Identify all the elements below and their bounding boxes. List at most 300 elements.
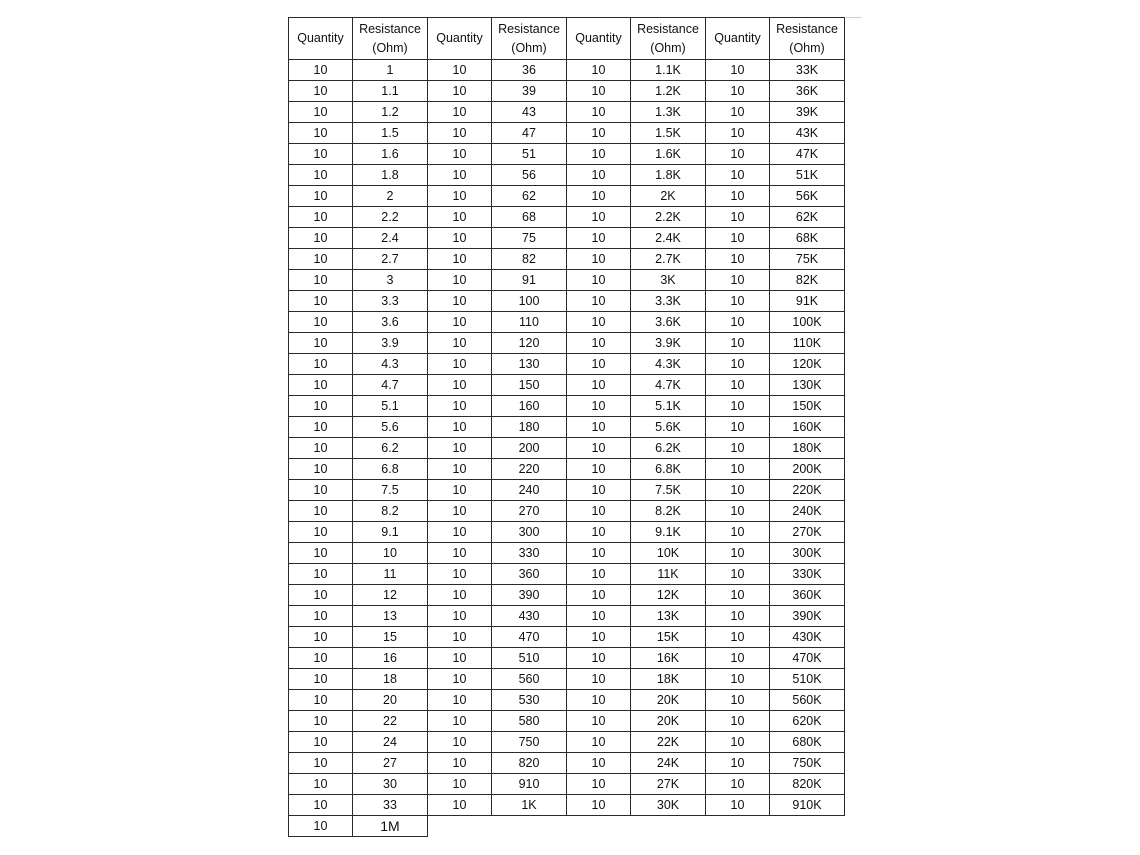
resistance-cell: 910K — [770, 795, 845, 816]
table-row — [289, 81, 845, 102]
resistance-cell: 56 — [492, 165, 567, 186]
resistance-cell: 30K — [631, 795, 706, 816]
resistance-cell: 75 — [492, 228, 567, 249]
resistance-cell: 5.6 — [353, 417, 428, 438]
resistance-cell: 1.2K — [631, 81, 706, 102]
resistance-cell: 1.1K — [631, 60, 706, 81]
quantity-cell: 10 — [567, 228, 631, 249]
resistance-cell: 1.5K — [631, 123, 706, 144]
resistance-cell: 3 — [353, 270, 428, 291]
quantity-cell: 10 — [706, 123, 770, 144]
resistance-cell: 68K — [770, 228, 845, 249]
resistance-cell: 22K — [631, 732, 706, 753]
resistance-header-unit: (Ohm) — [650, 40, 686, 55]
resistance-cell: 100 — [492, 291, 567, 312]
quantity-cell: 10 — [289, 207, 353, 228]
empty-cell — [567, 816, 631, 837]
quantity-cell: 10 — [428, 207, 492, 228]
resistance-header-label: Resistance — [637, 21, 699, 36]
quantity-cell: 10 — [289, 375, 353, 396]
resistance-cell: 4.7K — [631, 375, 706, 396]
resistance-cell: 24K — [631, 753, 706, 774]
resistance-cell: 820 — [492, 753, 567, 774]
quantity-cell: 10 — [428, 543, 492, 564]
resistance-cell: 27K — [631, 774, 706, 795]
table-row — [289, 333, 845, 354]
resistance-cell: 150 — [492, 375, 567, 396]
resistance-cell: 24 — [353, 732, 428, 753]
resistance-cell: 330 — [492, 543, 567, 564]
table-row — [289, 564, 845, 585]
table-row — [289, 816, 845, 837]
quantity-cell: 10 — [428, 522, 492, 543]
quantity-cell: 10 — [289, 669, 353, 690]
quantity-cell: 10 — [428, 165, 492, 186]
resistance-cell: 20 — [353, 690, 428, 711]
quantity-cell: 10 — [428, 123, 492, 144]
resistance-cell: 2.4 — [353, 228, 428, 249]
quantity-cell: 10 — [567, 186, 631, 207]
resistance-cell: 2.7K — [631, 249, 706, 270]
table-row — [289, 165, 845, 186]
quantity-cell: 10 — [567, 144, 631, 165]
resistance-cell: 11 — [353, 564, 428, 585]
table-row — [289, 690, 845, 711]
resistance-cell: 620K — [770, 711, 845, 732]
table-row — [289, 774, 845, 795]
resistance-cell: 160 — [492, 396, 567, 417]
resistance-cell: 6.2K — [631, 438, 706, 459]
quantity-cell: 10 — [428, 354, 492, 375]
table-row — [289, 648, 845, 669]
empty-cell — [770, 816, 845, 837]
quantity-cell: 10 — [289, 312, 353, 333]
table-row — [289, 480, 845, 501]
resistance-cell: 470 — [492, 627, 567, 648]
table-row — [289, 606, 845, 627]
quantity-cell: 10 — [289, 354, 353, 375]
quantity-cell: 10 — [428, 228, 492, 249]
resistance-cell: 220 — [492, 459, 567, 480]
resistance-cell: 510K — [770, 669, 845, 690]
quantity-cell: 10 — [289, 564, 353, 585]
resistance-cell: 51 — [492, 144, 567, 165]
quantity-cell: 10 — [289, 165, 353, 186]
table-row — [289, 711, 845, 732]
resistance-cell: 39 — [492, 81, 567, 102]
quantity-cell: 10 — [428, 270, 492, 291]
quantity-cell: 10 — [706, 333, 770, 354]
resistance-cell: 1.5 — [353, 123, 428, 144]
quantity-cell: 10 — [567, 102, 631, 123]
quantity-cell: 10 — [289, 228, 353, 249]
quantity-cell: 10 — [706, 312, 770, 333]
quantity-cell: 10 — [706, 417, 770, 438]
resistance-cell: 5.1K — [631, 396, 706, 417]
quantity-cell: 10 — [567, 354, 631, 375]
quantity-cell: 10 — [428, 564, 492, 585]
quantity-cell: 10 — [567, 165, 631, 186]
empty-cell — [631, 816, 706, 837]
quantity-cell: 10 — [428, 333, 492, 354]
resistance-cell: 2.4K — [631, 228, 706, 249]
resistance-cell: 75K — [770, 249, 845, 270]
quantity-cell: 10 — [428, 396, 492, 417]
table-row — [289, 354, 845, 375]
quantity-cell: 10 — [567, 795, 631, 816]
resistance-cell: 1M — [353, 816, 428, 837]
table-row — [289, 417, 845, 438]
resistance-header — [492, 18, 567, 60]
resistance-cell: 36 — [492, 60, 567, 81]
resistance-cell: 750 — [492, 732, 567, 753]
quantity-cell: 10 — [289, 585, 353, 606]
resistance-cell: 3.9K — [631, 333, 706, 354]
resistance-cell: 120 — [492, 333, 567, 354]
resistance-cell: 8.2 — [353, 501, 428, 522]
resistance-cell: 91K — [770, 291, 845, 312]
resistance-cell: 580 — [492, 711, 567, 732]
resistance-cell: 68 — [492, 207, 567, 228]
quantity-cell: 10 — [706, 543, 770, 564]
table-row — [289, 627, 845, 648]
resistance-cell: 2.7 — [353, 249, 428, 270]
quantity-cell: 10 — [289, 123, 353, 144]
table-row — [289, 585, 845, 606]
quantity-cell: 10 — [567, 627, 631, 648]
quantity-cell: 10 — [706, 690, 770, 711]
quantity-cell: 10 — [706, 795, 770, 816]
resistance-cell: 2.2 — [353, 207, 428, 228]
resistance-cell: 1.1 — [353, 81, 428, 102]
resistance-cell: 270K — [770, 522, 845, 543]
resistance-cell: 240K — [770, 501, 845, 522]
resistance-cell: 33K — [770, 60, 845, 81]
quantity-cell: 10 — [706, 60, 770, 81]
quantity-cell: 10 — [706, 354, 770, 375]
resistance-cell: 680K — [770, 732, 845, 753]
table-row — [289, 249, 845, 270]
table-row — [289, 60, 845, 81]
quantity-cell: 10 — [567, 774, 631, 795]
resistance-cell: 12K — [631, 585, 706, 606]
quantity-cell: 10 — [567, 732, 631, 753]
quantity-cell: 10 — [567, 123, 631, 144]
resistance-header-label: Resistance — [498, 21, 560, 36]
quantity-cell: 10 — [567, 522, 631, 543]
resistance-cell: 2 — [353, 186, 428, 207]
quantity-cell: 10 — [706, 564, 770, 585]
quantity-cell: 10 — [289, 711, 353, 732]
quantity-cell: 10 — [289, 417, 353, 438]
resistance-cell: 1K — [492, 795, 567, 816]
resistance-cell: 10 — [353, 543, 428, 564]
resistance-cell: 3.6K — [631, 312, 706, 333]
quantity-cell: 10 — [289, 459, 353, 480]
quantity-cell: 10 — [428, 585, 492, 606]
quantity-cell: 10 — [706, 186, 770, 207]
resistance-cell: 9.1 — [353, 522, 428, 543]
quantity-cell: 10 — [428, 144, 492, 165]
resistance-cell: 62K — [770, 207, 845, 228]
quantity-cell: 10 — [706, 480, 770, 501]
quantity-cell: 10 — [567, 606, 631, 627]
resistance-cell: 180K — [770, 438, 845, 459]
resistance-cell: 30 — [353, 774, 428, 795]
resistance-header-label: Resistance — [359, 21, 421, 36]
quantity-cell: 10 — [706, 585, 770, 606]
resistance-cell: 15 — [353, 627, 428, 648]
resistance-cell: 360K — [770, 585, 845, 606]
quantity-cell: 10 — [567, 585, 631, 606]
quantity-cell: 10 — [289, 81, 353, 102]
quantity-cell: 10 — [289, 774, 353, 795]
quantity-cell: 10 — [706, 396, 770, 417]
empty-cell — [706, 816, 770, 837]
resistance-cell: 180 — [492, 417, 567, 438]
quantity-cell: 10 — [567, 333, 631, 354]
resistance-cell: 20K — [631, 711, 706, 732]
quantity-cell: 10 — [428, 291, 492, 312]
quantity-cell: 10 — [706, 648, 770, 669]
quantity-cell: 10 — [567, 249, 631, 270]
resistance-cell: 22 — [353, 711, 428, 732]
quantity-cell: 10 — [706, 732, 770, 753]
quantity-cell: 10 — [289, 543, 353, 564]
resistance-cell: 11K — [631, 564, 706, 585]
resistance-cell: 3K — [631, 270, 706, 291]
resistance-cell: 300K — [770, 543, 845, 564]
quantity-header: Quantity — [567, 18, 631, 60]
quantity-header: Quantity — [706, 18, 770, 60]
resistance-header — [353, 18, 428, 60]
resistance-cell: 160K — [770, 417, 845, 438]
quantity-cell: 10 — [567, 417, 631, 438]
resistor-value-table — [288, 17, 845, 837]
table-row — [289, 438, 845, 459]
quantity-cell: 10 — [428, 627, 492, 648]
quantity-cell: 10 — [428, 753, 492, 774]
resistance-cell: 27 — [353, 753, 428, 774]
table-row — [289, 501, 845, 522]
quantity-cell: 10 — [567, 501, 631, 522]
resistance-cell: 10K — [631, 543, 706, 564]
quantity-cell: 10 — [706, 606, 770, 627]
resistance-cell: 470K — [770, 648, 845, 669]
quantity-cell: 10 — [289, 438, 353, 459]
quantity-cell: 10 — [567, 753, 631, 774]
quantity-cell: 10 — [567, 669, 631, 690]
resistance-cell: 16 — [353, 648, 428, 669]
resistance-cell: 36K — [770, 81, 845, 102]
quantity-cell: 10 — [706, 438, 770, 459]
quantity-cell: 10 — [567, 690, 631, 711]
resistance-cell: 360 — [492, 564, 567, 585]
resistance-cell: 18K — [631, 669, 706, 690]
resistance-cell: 47K — [770, 144, 845, 165]
table-body — [289, 60, 845, 837]
quantity-cell: 10 — [289, 291, 353, 312]
quantity-cell: 10 — [289, 648, 353, 669]
table-row — [289, 375, 845, 396]
quantity-header: Quantity — [289, 18, 353, 60]
quantity-cell: 10 — [428, 774, 492, 795]
resistance-cell: 13 — [353, 606, 428, 627]
resistance-cell: 56K — [770, 186, 845, 207]
resistance-cell: 62 — [492, 186, 567, 207]
quantity-cell: 10 — [428, 648, 492, 669]
resistance-cell: 5.6K — [631, 417, 706, 438]
resistance-cell: 430K — [770, 627, 845, 648]
resistance-cell: 910 — [492, 774, 567, 795]
quantity-cell: 10 — [706, 228, 770, 249]
table-row — [289, 396, 845, 417]
table-row — [289, 228, 845, 249]
quantity-cell: 10 — [567, 375, 631, 396]
resistance-cell: 240 — [492, 480, 567, 501]
quantity-cell: 10 — [706, 774, 770, 795]
table-row — [289, 753, 845, 774]
quantity-cell: 10 — [706, 711, 770, 732]
resistance-cell: 430 — [492, 606, 567, 627]
resistance-cell: 2.2K — [631, 207, 706, 228]
quantity-cell: 10 — [289, 732, 353, 753]
quantity-cell: 10 — [428, 606, 492, 627]
resistance-cell: 1.6 — [353, 144, 428, 165]
resistance-header-unit: (Ohm) — [789, 40, 825, 55]
table-row — [289, 102, 845, 123]
quantity-cell: 10 — [428, 375, 492, 396]
quantity-cell: 10 — [567, 564, 631, 585]
resistance-cell: 6.2 — [353, 438, 428, 459]
quantity-cell: 10 — [567, 543, 631, 564]
empty-cell — [428, 816, 492, 837]
quantity-cell: 10 — [289, 522, 353, 543]
resistance-header — [770, 18, 845, 60]
quantity-cell: 10 — [706, 165, 770, 186]
quantity-cell: 10 — [567, 81, 631, 102]
table-row — [289, 291, 845, 312]
resistance-cell: 33 — [353, 795, 428, 816]
resistance-cell: 220K — [770, 480, 845, 501]
resistance-cell: 750K — [770, 753, 845, 774]
quantity-cell: 10 — [289, 60, 353, 81]
table-row — [289, 207, 845, 228]
resistance-cell: 39K — [770, 102, 845, 123]
quantity-cell: 10 — [706, 669, 770, 690]
quantity-cell: 10 — [706, 249, 770, 270]
resistance-cell: 4.3K — [631, 354, 706, 375]
quantity-cell: 10 — [289, 186, 353, 207]
quantity-cell: 10 — [706, 144, 770, 165]
quantity-cell: 10 — [289, 249, 353, 270]
quantity-cell: 10 — [567, 312, 631, 333]
resistance-cell: 4.3 — [353, 354, 428, 375]
resistance-cell: 91 — [492, 270, 567, 291]
resistance-header — [631, 18, 706, 60]
resistance-cell: 100K — [770, 312, 845, 333]
table-row — [289, 543, 845, 564]
resistance-cell: 82 — [492, 249, 567, 270]
resistance-cell: 300 — [492, 522, 567, 543]
quantity-cell: 10 — [567, 459, 631, 480]
quantity-cell: 10 — [706, 102, 770, 123]
resistance-cell: 200 — [492, 438, 567, 459]
resistance-cell: 82K — [770, 270, 845, 291]
header-divider-line — [846, 17, 862, 18]
resistance-header-label: Resistance — [776, 21, 838, 36]
resistance-cell: 560 — [492, 669, 567, 690]
quantity-cell: 10 — [289, 627, 353, 648]
table-row — [289, 669, 845, 690]
quantity-cell: 10 — [289, 501, 353, 522]
resistance-cell: 1.8K — [631, 165, 706, 186]
quantity-cell: 10 — [289, 816, 353, 837]
quantity-cell: 10 — [706, 375, 770, 396]
resistance-cell: 110K — [770, 333, 845, 354]
resistance-header-unit: (Ohm) — [372, 40, 408, 55]
quantity-cell: 10 — [428, 711, 492, 732]
quantity-cell: 10 — [428, 249, 492, 270]
quantity-cell: 10 — [567, 711, 631, 732]
resistance-cell: 130 — [492, 354, 567, 375]
header-row — [289, 18, 845, 60]
table-row — [289, 732, 845, 753]
quantity-cell: 10 — [567, 648, 631, 669]
quantity-cell: 10 — [289, 606, 353, 627]
resistance-cell: 6.8K — [631, 459, 706, 480]
resistance-cell: 200K — [770, 459, 845, 480]
resistance-cell: 510 — [492, 648, 567, 669]
resistance-cell: 3.3 — [353, 291, 428, 312]
resistance-cell: 2K — [631, 186, 706, 207]
quantity-cell: 10 — [289, 333, 353, 354]
resistance-cell: 20K — [631, 690, 706, 711]
quantity-cell: 10 — [428, 480, 492, 501]
quantity-cell: 10 — [567, 438, 631, 459]
resistance-cell: 9.1K — [631, 522, 706, 543]
quantity-cell: 10 — [567, 207, 631, 228]
quantity-cell: 10 — [428, 102, 492, 123]
quantity-cell: 10 — [706, 270, 770, 291]
table-row — [289, 795, 845, 816]
quantity-cell: 10 — [428, 312, 492, 333]
resistance-cell: 130K — [770, 375, 845, 396]
resistance-cell: 110 — [492, 312, 567, 333]
resistance-cell: 1.8 — [353, 165, 428, 186]
quantity-cell: 10 — [289, 396, 353, 417]
quantity-cell: 10 — [706, 627, 770, 648]
resistance-cell: 390 — [492, 585, 567, 606]
resistance-cell: 530 — [492, 690, 567, 711]
table-row — [289, 522, 845, 543]
resistance-cell: 47 — [492, 123, 567, 144]
table-row — [289, 270, 845, 291]
resistance-cell: 150K — [770, 396, 845, 417]
quantity-cell: 10 — [289, 144, 353, 165]
resistance-cell: 8.2K — [631, 501, 706, 522]
resistance-cell: 43 — [492, 102, 567, 123]
quantity-cell: 10 — [428, 690, 492, 711]
quantity-cell: 10 — [428, 459, 492, 480]
resistance-cell: 330K — [770, 564, 845, 585]
resistance-header-unit: (Ohm) — [511, 40, 547, 55]
resistance-cell: 3.3K — [631, 291, 706, 312]
resistance-cell: 560K — [770, 690, 845, 711]
resistance-cell: 51K — [770, 165, 845, 186]
table-row — [289, 123, 845, 144]
resistance-cell: 7.5 — [353, 480, 428, 501]
